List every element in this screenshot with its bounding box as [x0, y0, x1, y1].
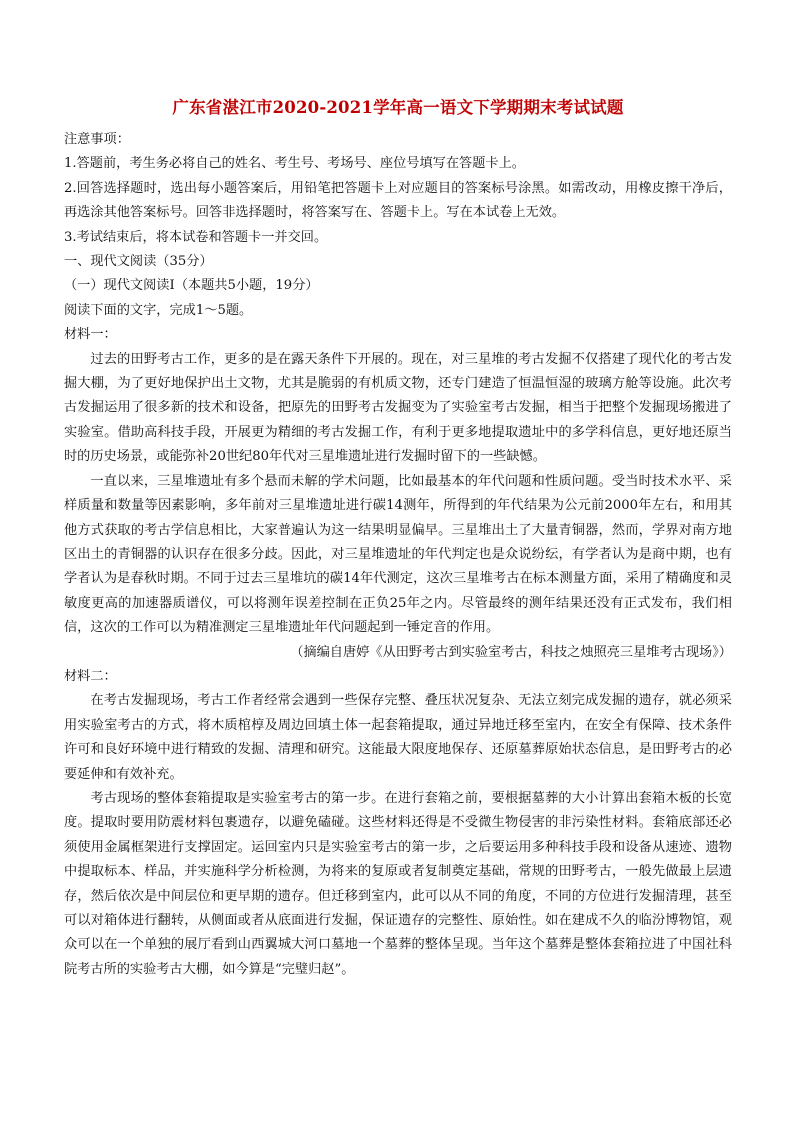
exam-page	[64, 96, 732, 982]
page-title: 广东省湛江市2020-2021学年高一语文下学期期末考试试题	[172, 98, 624, 117]
notice-item-1: 1.答题前，考生务必将自己的姓名、考生号、考场号、座位号填写在答题卡上。	[64, 156, 525, 172]
material-1-paragraph: 过去的田野考古工作，更多的是在露天条件下开展的。现在，对三星堆的考古发掘不仅搭建了现代化的考古发掘大棚，为了更好地保护出土文物，尤其是脆弱的有机质文物，还专门建造了恒温恒湿的玻璃方舱等设施。此次考古发掘运用了很多新的技术和设备，把原先的田野考古发掘变为了实验室考古发掘，相当于把整个发掘现场搬进了实验室。借助高科技手段，开展更为精细的考古发掘工作，有利于更多地提取遗址中的多学科信息，更好地还原当时的历史场景，或能弥补20世纪80年代对三星堆遗址进行发掘时留下的一些缺憾。	[64, 351, 732, 465]
material-2-paragraph: 考古现场的整体套箱提取是实验室考古的第一步。在进行套箱之前，要根据墓葬的大小计算出套箱木板的长宽度。提取时要用防震材料包裹遗存，以避免磕碰。这些材料还得是不受微生物侵害的非污染性材料。套箱底部还必须使用金属框架进行支撑固定。运回室内只是实验室考古的第一步，之后要运用多种科技手段和设备从速迹、遗物中提取标本、样品，并实施科学分析检测，为将来的复原或者复制奠定基础，常规的田野考古，一般先做最上层遗存，然后依次是中间层位和更早期的遗存。但迁移到室内，此可以从不同的角度，不同的方位进行发掘清理，甚至可以对箱体进行翻转，从侧面或者从底面进行发掘，保证遗存的完整性、原始性。如在建成不久的临汾博物馆，观众可以在一个单独的展厅看到山西翼城大河口墓地一个墓葬的整体呈现。当年这个墓葬是整体套箱拉进了中国社科院考古所的实验考古大棚，如今算是“完璧归赵”。	[64, 790, 732, 977]
material-1-label: 材料一：	[64, 327, 117, 343]
notice-item-2: 2.回答选择题时，选出每小题答案后，用铅笔把答题卡上对应题目的答案标号涂黑。如需改动，用橡皮擦干净后，再选涂其他答案标号。回答非选择题时，将答案写在、答题卡上。写在本试卷上无效。	[64, 180, 732, 221]
material-1-paragraph: 一直以来，三星堆遗址有多个悬而未解的学术问题，比如最基本的年代问题和性质问题。受当时技术水平、采样质量和数量等因素影响，多年前对三星堆遗址进行碳14测年，所得到的年代结果为公元前2000年左右，和用其他方式获取的考古学信息相比，大家普遍认为这一结果明显偏早。三星堆出土了大量青铜器，然而，学界对南方地区出土的青铜器的认识存在很多分歧。因此，对三星堆遗址的年代判定也是众说纷纭，有学者认为是商中期，也有学者认为是春秋时期。不同于过去三星堆坑的碳14年代测定，这次三星堆考古在标本测量方面，采用了精确度和灵敏度更高的加速器质谱仪，可以将测年误差控制在正负25年之内。尽管最终的测年结果还没有正式发布，我们相信，这次的工作可以为精准测定三星堆遗址年代问题起到一锤定音的作用。	[64, 473, 732, 636]
notice-heading: 注意事项：	[64, 132, 130, 147]
material-2-label: 材料二：	[64, 668, 117, 684]
section-heading: 一、现代文阅读（35分）	[64, 254, 213, 270]
section-instruction: 阅读下面的文字，完成1～5题。	[64, 302, 253, 318]
section-subheading: （一）现代文阅读Ⅰ（本题共5小题，19分）	[64, 278, 319, 294]
notice-item-3: 3.考试结束后，将本试卷和答题卡一并交回。	[64, 229, 328, 245]
material-1-source: （摘编自唐婷《从田野考古到实验室考古，科技之烛照亮三星堆考古现场》）	[290, 644, 732, 660]
material-2-paragraph: 在考古发掘现场，考古工作者经常会遇到一些保存完整、叠压状况复杂、无法立刻完成发掘的遗存，就必须采用实验室考古的方式，将木质棺椁及周边回填土体一起套箱提取，通过异地迁移至室内，在安全有保障、技术条件许可和良好环境中进行精致的发掘、清理和研究。这能最大限度地保存、还原墓葬原始状态信息，是田野考古的必要延伸和有效补充。	[64, 693, 732, 782]
